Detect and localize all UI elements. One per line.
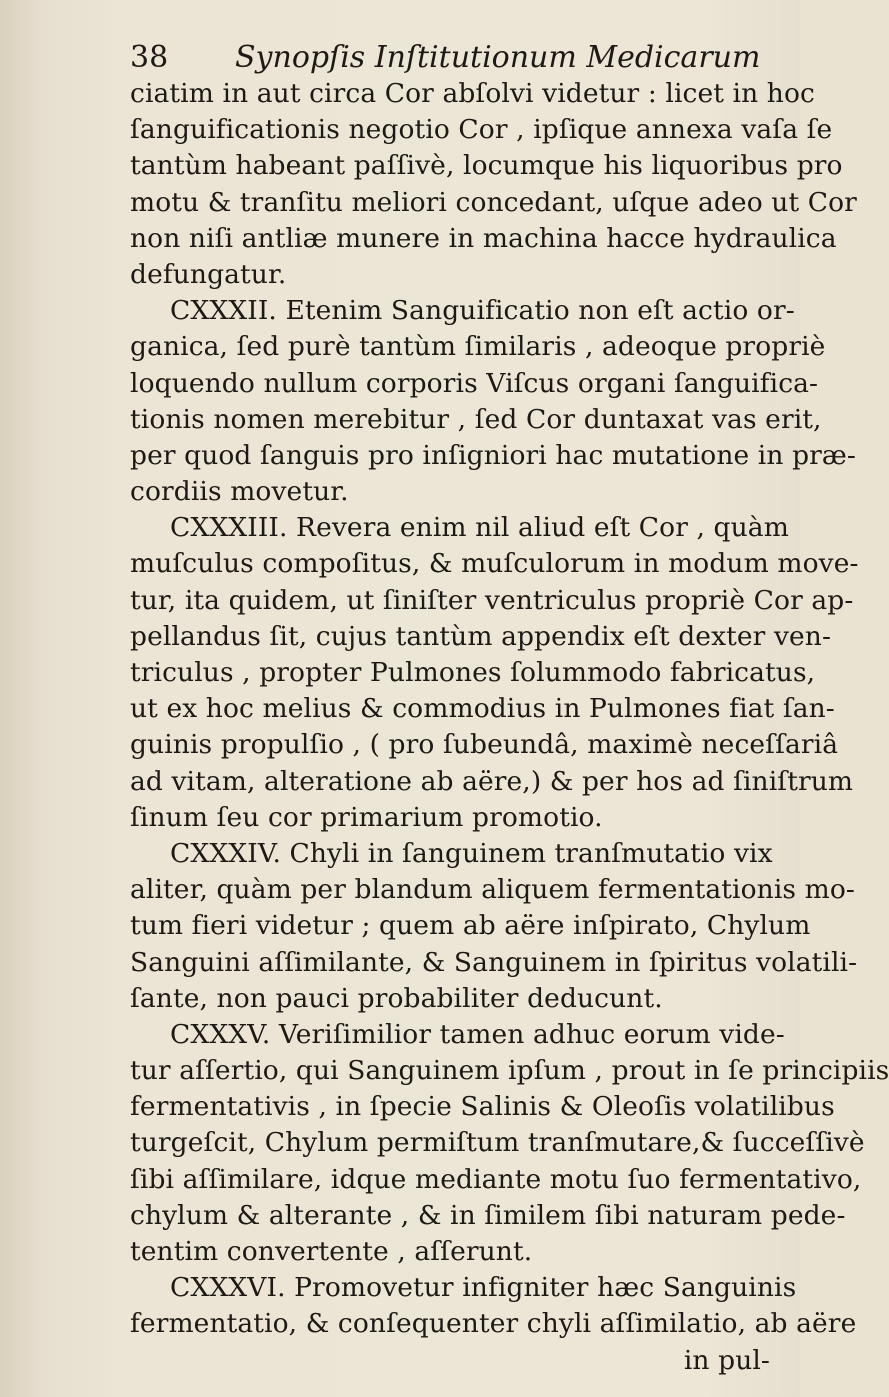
text-line: tentim convertente , aſſerunt. bbox=[130, 1236, 533, 1267]
text-line: tantùm habeant paſſivè, locumque his liquoribus pro bbox=[130, 150, 843, 182]
text-line: Sanguini aſſimilante, & Sanguinem in ſpiritus volatili- bbox=[130, 946, 858, 978]
paragraph-first-line: CXXXVI. Promovetur infigniter hæc Sanguinis bbox=[170, 1272, 797, 1304]
paragraph-first-line: CXXXIV. Chyli in ſanguinem tranſmutatio vix bbox=[170, 837, 773, 869]
text-line: ad vitam, alteratione ab aëre,) & per hos ad ſiniſtrum bbox=[130, 765, 854, 797]
text-line: tur, ita quidem, ut ſiniſter ventriculus propriè Cor ap- bbox=[130, 584, 854, 616]
text-line: fermentativis , in ſpecie Salinis & Oleoſis volatilibus bbox=[130, 1091, 835, 1123]
paragraph-first-line: CXXXII. Etenim Sanguificatio non eſt actio or- bbox=[170, 295, 795, 327]
text-line: ganica, ſed purè tantùm ſimilaris , adeoque propriè bbox=[130, 331, 826, 363]
text-line: ſinum ſeu cor primarium promotio. bbox=[130, 801, 603, 833]
page-number: 38 bbox=[130, 40, 169, 75]
text-line: aliter, quàm per blandum aliquem fermentationis mo- bbox=[130, 874, 855, 906]
running-title: Synopſis Inſtitutionum Medicarum bbox=[235, 40, 761, 75]
text-line: turgeſcit, Chylum permiſtum tranſmutare,& ſucceſſivè bbox=[130, 1127, 865, 1159]
text-line: ſanguificationis negotio Cor , ipſique annexa vaſa ſe bbox=[130, 114, 833, 146]
text-line: triculus , propter Pulmones ſolummodo fabricatus, bbox=[130, 657, 816, 688]
text-line: cordiis movetur. bbox=[130, 476, 349, 508]
text-line: pellandus ſit, cujus tantùm appendix eſt dexter ven- bbox=[130, 620, 832, 652]
paragraph-first-line: CXXXIII. Revera enim nil aliud eſt Cor , quàm bbox=[170, 512, 789, 544]
text-line: motu & tranſitu meliori concedant, uſque adeo ut Cor bbox=[130, 186, 857, 218]
text-line: fermentatio, & conſequenter chyli aſſimilatio, ab aëre bbox=[130, 1308, 857, 1340]
text-line: guinis propulſio , ( pro ſubeundâ, maximè neceſſariâ bbox=[130, 729, 839, 761]
text-line: in pul- bbox=[683, 1344, 770, 1376]
text-line: muſculus compoſitus, & muſculorum in modum move- bbox=[130, 548, 859, 580]
text-line: ut ex hoc melius & commodius in Pulmones fiat ſan- bbox=[130, 693, 835, 725]
text-line: tum fieri videtur ; quem ab aëre inſpirato, Chylum bbox=[130, 910, 811, 942]
text-line: non niſi antliæ munere in machina hacce hydraulica bbox=[130, 222, 837, 254]
text-line: loquendo nullum corporis Viſcus organi ſanguifica- bbox=[130, 367, 819, 399]
paragraph-first-line: CXXXV. Veriſimilior tamen adhuc eorum vide- bbox=[170, 1018, 785, 1050]
text-line: chylum & alterante , & in ſimilem ſibi naturam pede- bbox=[130, 1199, 846, 1231]
text-line: defungatur. bbox=[130, 258, 287, 290]
text-line: tur aſſertio, qui Sanguinem ipſum , prout in ſe principiis bbox=[130, 1055, 889, 1087]
text-line: ſante, non pauci probabiliter deducunt. bbox=[130, 982, 663, 1014]
body-text bbox=[130, 76, 889, 1379]
text-line: ſibi aſſimilare, idque mediante motu ſuo fermentativo, bbox=[130, 1163, 862, 1195]
page-header bbox=[130, 38, 770, 78]
text-line: tionis nomen merebitur , ſed Cor duntaxat vas erit, bbox=[130, 403, 822, 435]
text-line: ciatim in aut circa Cor abſolvi videtur : licet in hoc bbox=[130, 78, 815, 109]
text-line: per quod ſanguis pro inſigniori hac mutatione in præ- bbox=[130, 439, 856, 471]
